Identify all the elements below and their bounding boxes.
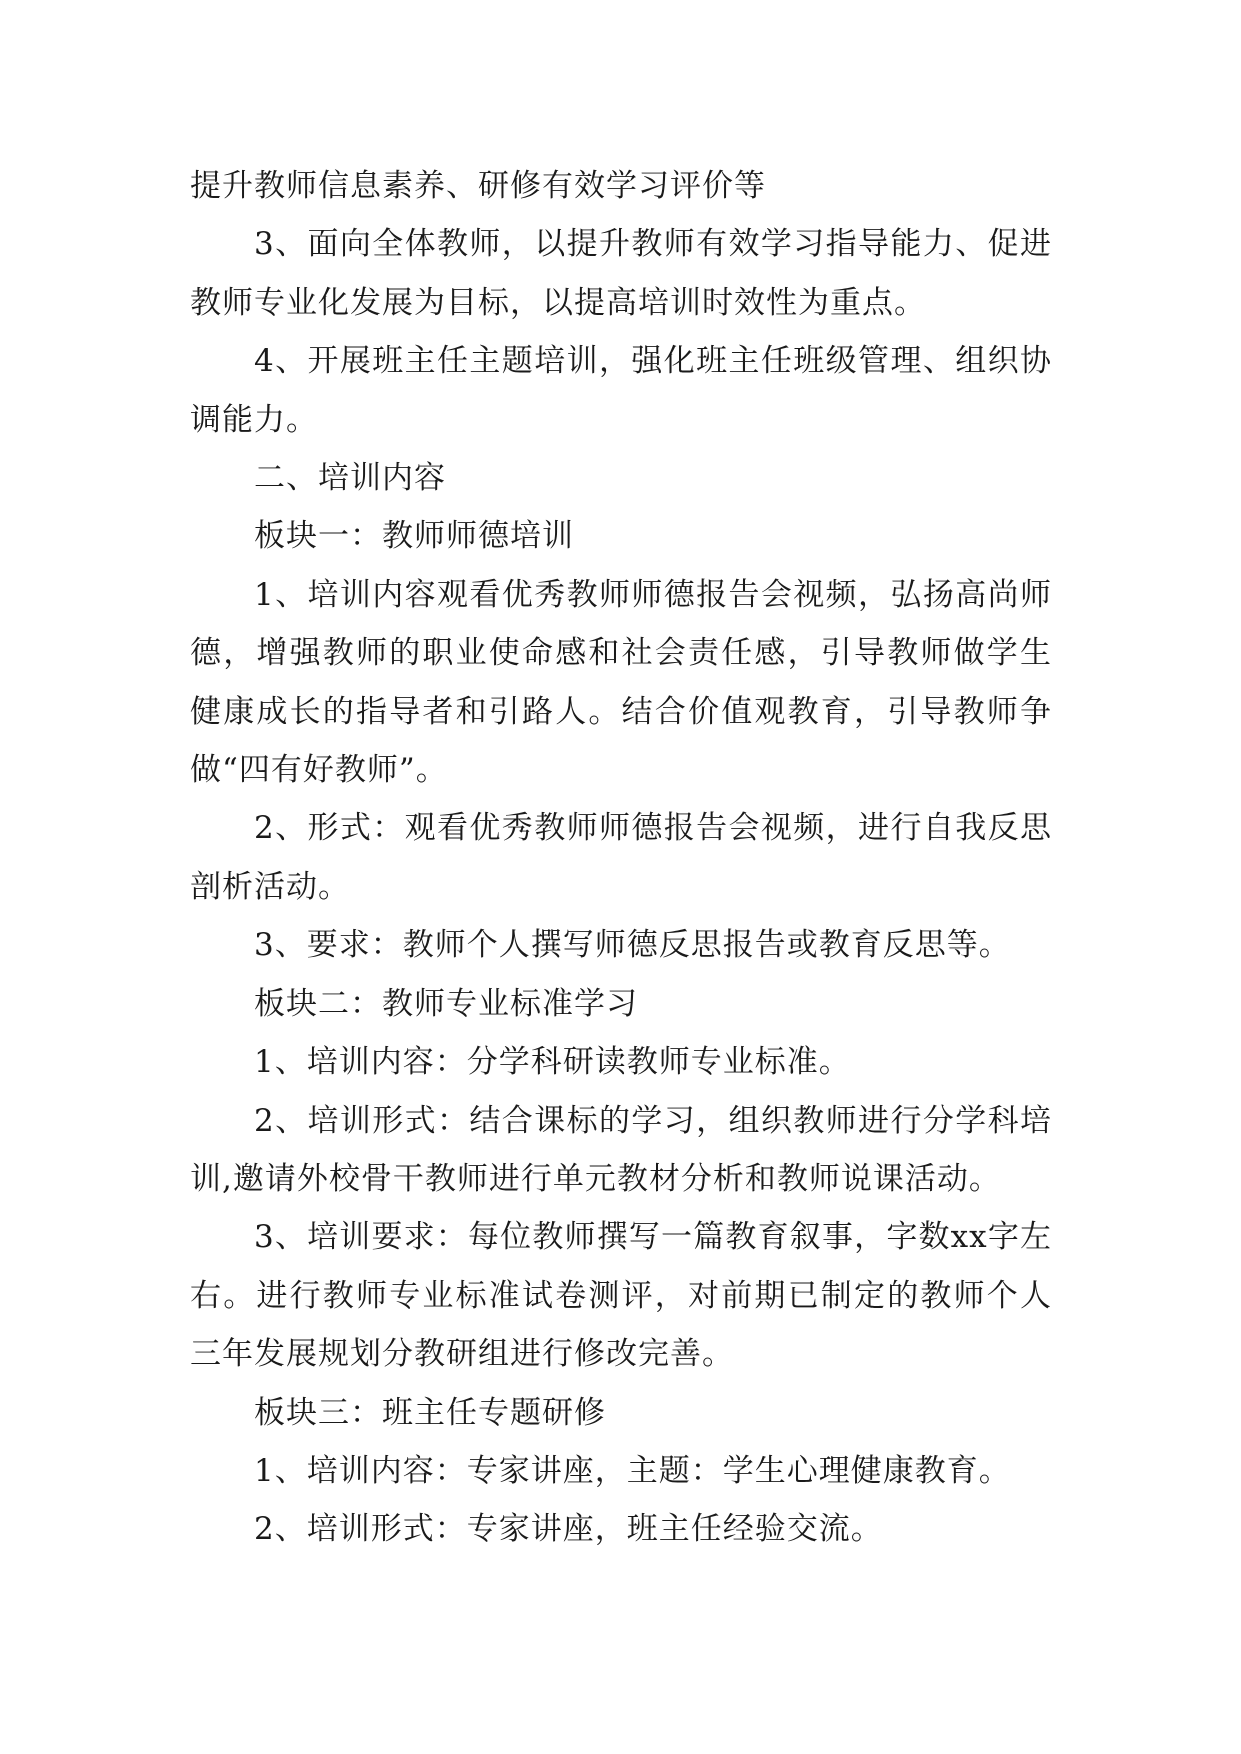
module-heading: 板块三：班主任专题研修 [254, 1394, 606, 1431]
paragraph: 2、培训形式：专家讲座，班主任经验交流。 [254, 1511, 883, 1548]
paragraph: 3、面向全体教师，以提升教师有效学习指导能力、促进教师专业化发展为目标，以提高培训时效性为重点。 [190, 226, 1052, 321]
paragraph: 3、要求：教师个人撰写师德反思报告或教育反思等。 [254, 927, 1011, 964]
paragraph: 提升教师信息素养、研修有效学习评价等 [190, 168, 766, 204]
paragraph: 1、培训内容：专家讲座，主题：学生心理健康教育。 [254, 1452, 1011, 1489]
paragraph: 1、培训内容观看优秀教师师德报告会视频，弘扬高尚师德，增强教师的职业使命感和社会责任感，引导教师做学生健康成长的指导者和引路人。结合价值观教育，引导教师争做“四有好教师”。 [190, 576, 1052, 789]
module-heading: 板块二：教师专业标准学习 [254, 985, 638, 1022]
paragraph: 4、开展班主任主题培训，强化班主任班级管理、组织协调能力。 [190, 343, 1052, 438]
paragraph: 2、培训形式：结合课标的学习，组织教师进行分学科培训,邀请外校骨干教师进行单元教材分析和教师说课活动。 [190, 1102, 1052, 1197]
module-heading: 板块一：教师师德培训 [254, 518, 574, 555]
document-body [190, 157, 1052, 1559]
paragraph: 3、培训要求：每位教师撰写一篇教育叙事，字数xx字左右。进行教师专业标准试卷测评，对前期已制定的教师个人三年发展规划分教研组进行修改完善。 [190, 1219, 1052, 1373]
paragraph: 2、形式：观看优秀教师师德报告会视频，进行自我反思剖析活动。 [190, 810, 1052, 905]
paragraph: 1、培训内容：分学科研读教师专业标准。 [254, 1044, 851, 1081]
section-heading: 二、培训内容 [254, 460, 446, 497]
